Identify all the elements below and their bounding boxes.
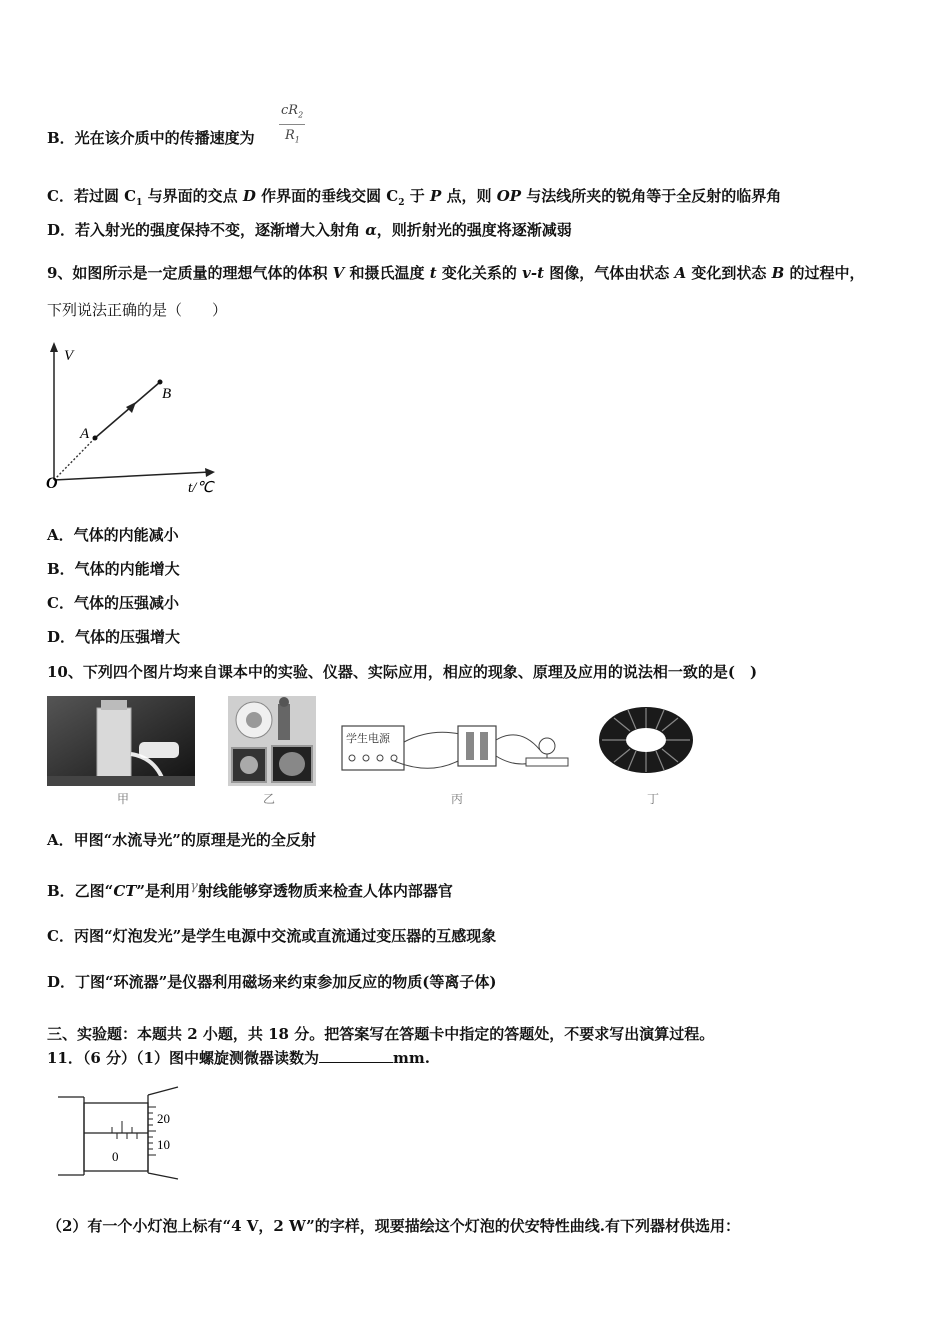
direction-arrow <box>126 402 136 413</box>
figure-bing-circuit <box>340 720 580 780</box>
figure-label-yi: 乙 <box>263 792 276 806</box>
q9-option-b: B．气体的内能增大 <box>47 560 180 578</box>
y-axis-arrow <box>50 342 58 352</box>
figure-ding-tokamak <box>596 700 696 780</box>
q9-option-c: C．气体的压强减小 <box>47 594 179 612</box>
origin-label: O <box>46 475 58 492</box>
thimble <box>148 1087 178 1179</box>
answer-blank[interactable] <box>319 1048 393 1063</box>
q8-option-d: D．若入射光的强度保持不变，逐渐增大入射角 α，则折射光的强度将逐渐减弱 <box>47 221 572 239</box>
bulb <box>539 738 555 754</box>
figure-label-jia: 甲 <box>117 792 130 806</box>
extension-dashed-line <box>54 438 95 480</box>
point-a <box>93 436 98 441</box>
thimble-tick-10: 10 <box>157 1137 170 1152</box>
vt-graph <box>40 340 230 500</box>
q9-stem-line2: 下列说法正确的是（ ） <box>47 301 228 319</box>
q10-stem: 10、下列四个图片均来自课本中的实验、仪器、实际应用，相应的现象、原理及应用的说法相一致的是( ) <box>47 663 758 681</box>
q10-option-d: D．丁图“环流器”是仪器利用磁场来约束参加反应的物质(等离子体) <box>47 973 497 991</box>
q11-part2: （2）有一个小灯泡上标有“4 V，2 W”的字样，现要描绘这个灯泡的伏安特性曲线.有下列器材供选用： <box>47 1217 740 1235</box>
q9-option-a: A．气体的内能减小 <box>47 526 179 544</box>
fraction-bar <box>279 124 305 125</box>
section-3-heading: 三、实验题：本题共 2 小题，共 18 分。把答案写在答题卡中指定的答题处，不要求写出演算过程。 <box>47 1025 715 1043</box>
q9-stem-line1: 9、如图所示是一定质量的理想气体的体积 V 和摄氏温度 t 变化关系的 v-t 图像，气体由状态 A 变化到状态 B 的过程中， <box>47 264 865 282</box>
q10-option-b: B．乙图“CT”是利用γ射线能够穿透物质来检查人体内部器官 <box>47 879 453 900</box>
transformer <box>458 726 496 766</box>
q10-option-c: C．丙图“灯泡发光”是学生电源中交流或直流通过变压器的互感现象 <box>47 927 497 945</box>
point-b <box>158 380 163 385</box>
bulb-base <box>526 758 568 766</box>
q10-option-a: A．甲图“水流导光”的原理是光的全反射 <box>47 831 316 849</box>
point-b-label: B <box>162 386 172 402</box>
x-axis-label: t/℃ <box>188 480 214 496</box>
x-axis <box>54 472 210 480</box>
figure-jia-photo <box>47 696 195 786</box>
y-axis-label: V <box>64 348 74 364</box>
point-a-label: A <box>80 426 90 442</box>
q8-option-c: C．若过圆 $C_1$ 与界面的交点 D 作界面的垂线交圆 $C_2$ 于 P 点，则 OP 与法线所夹的锐角等于全反射的临界角 <box>47 187 782 208</box>
micrometer-figure <box>58 1085 198 1180</box>
thimble-tick-20: 20 <box>157 1111 170 1126</box>
q11-part1: 11．（6 分）（1）图中螺旋测微器读数为 mm. <box>47 1049 430 1067</box>
q9-option-d: D．气体的压强增大 <box>47 628 181 646</box>
q8-fraction-denominator: $R_1$ <box>285 128 300 145</box>
power-supply-label: 学生电源 <box>346 732 390 745</box>
sleeve-tick-0: 0 <box>112 1149 119 1164</box>
q8-option-b: B．光在该介质中的传播速度为 <box>47 129 255 147</box>
figure-label-ding: 丁 <box>647 792 660 806</box>
x-axis-arrow <box>205 468 215 477</box>
q8-fraction-numerator: $cR_2$ <box>281 103 304 120</box>
process-line-ab <box>95 382 160 438</box>
figure-yi-photo <box>228 696 316 786</box>
figure-label-bing: 丙 <box>451 792 464 806</box>
